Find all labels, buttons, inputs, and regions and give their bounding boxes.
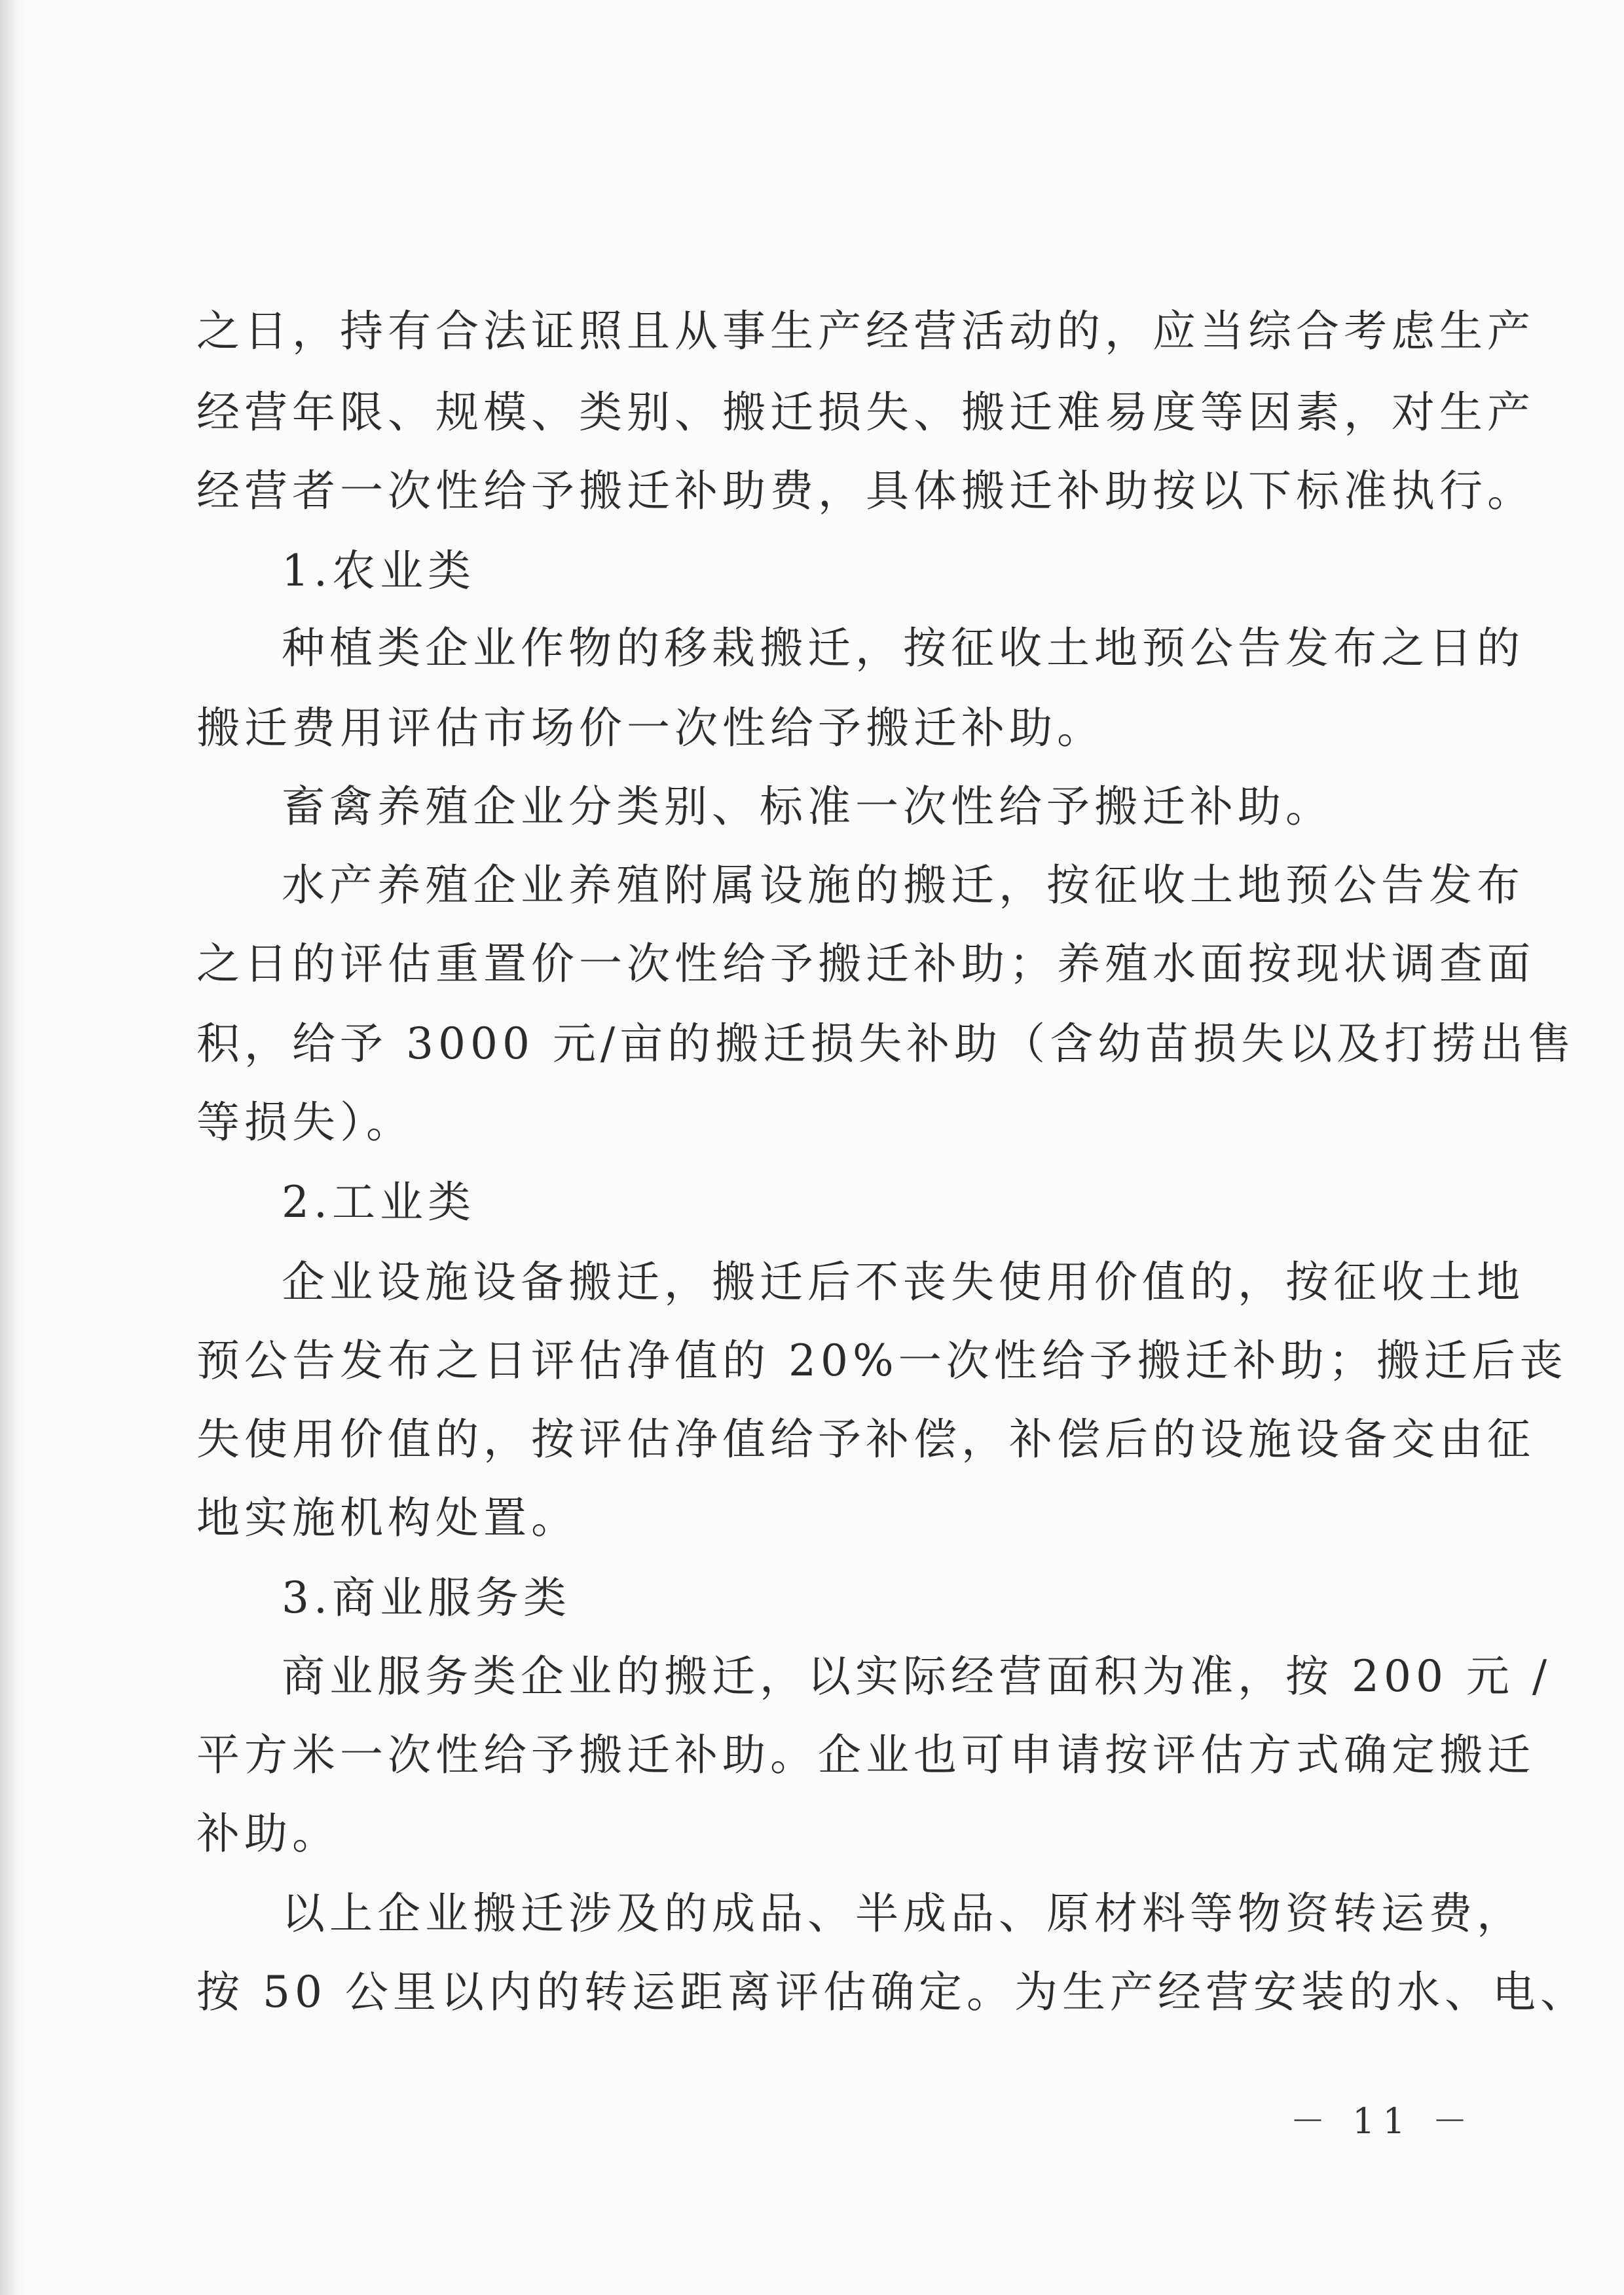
section-heading-commercial: 3.商业服务类 [282, 1573, 571, 1623]
section-heading-agriculture: 1.农业类 [282, 546, 475, 596]
text-line: 以上企业搬迁涉及的成品、半成品、原材料等物资转运费， [282, 1888, 1524, 1939]
text-line: 之日，持有合法证照且从事生产经营活动的，应当综合考虑生产 [196, 306, 1535, 356]
page-number: － 11 － [1290, 2100, 1476, 2142]
section-heading-industry: 2.工业类 [282, 1177, 475, 1227]
text-line: 积，给予 3000 元/亩的搬迁损失补助（含幼苗损失以及打捞出售 [196, 1018, 1576, 1069]
text-line: 畜禽养殖企业分类别、标准一次性给予搬迁补助。 [282, 781, 1333, 832]
text-line: 补助。 [196, 1808, 340, 1859]
text-line: 失使用价值的，按评估净值给予补偿，补偿后的设施设备交由征 [196, 1414, 1535, 1465]
text-line: 等损失）。 [196, 1097, 414, 1148]
text-line: 平方米一次性给予搬迁补助。企业也可申请按评估方式确定搬迁 [196, 1730, 1535, 1780]
text-line: 搬迁费用评估市场价一次性给予搬迁补助。 [196, 703, 1105, 753]
text-line: 经营年限、规模、类别、搬迁损失、搬迁难易度等因素，对生产 [196, 387, 1535, 438]
text-line: 预公告发布之日评估净值的 20%一次性给予搬迁补助；搬迁后丧 [196, 1335, 1568, 1386]
scan-edge-shadow [0, 0, 26, 2295]
text-line: 地实施机构处置。 [196, 1493, 579, 1543]
text-line: 种植类企业作物的移栽搬迁，按征收土地预公告发布之日的 [282, 623, 1524, 673]
text-line: 商业服务类企业的搬迁，以实际经营面积为准，按 200 元 / [282, 1651, 1552, 1702]
text-line: 之日的评估重置价一次性给予搬迁补助；养殖水面按现状调查面 [196, 939, 1535, 989]
text-line: 按 50 公里以内的转运距离评估确定。为生产经营安装的水、电、 [196, 1967, 1588, 2017]
text-line: 企业设施设备搬迁，搬迁后不丧失使用价值的，按征收土地 [282, 1257, 1524, 1307]
text-line: 水产养殖企业养殖附属设施的搬迁，按征收土地预公告发布 [282, 860, 1524, 910]
text-line: 经营者一次性给予搬迁补助费，具体搬迁补助按以下标准执行。 [196, 466, 1535, 516]
